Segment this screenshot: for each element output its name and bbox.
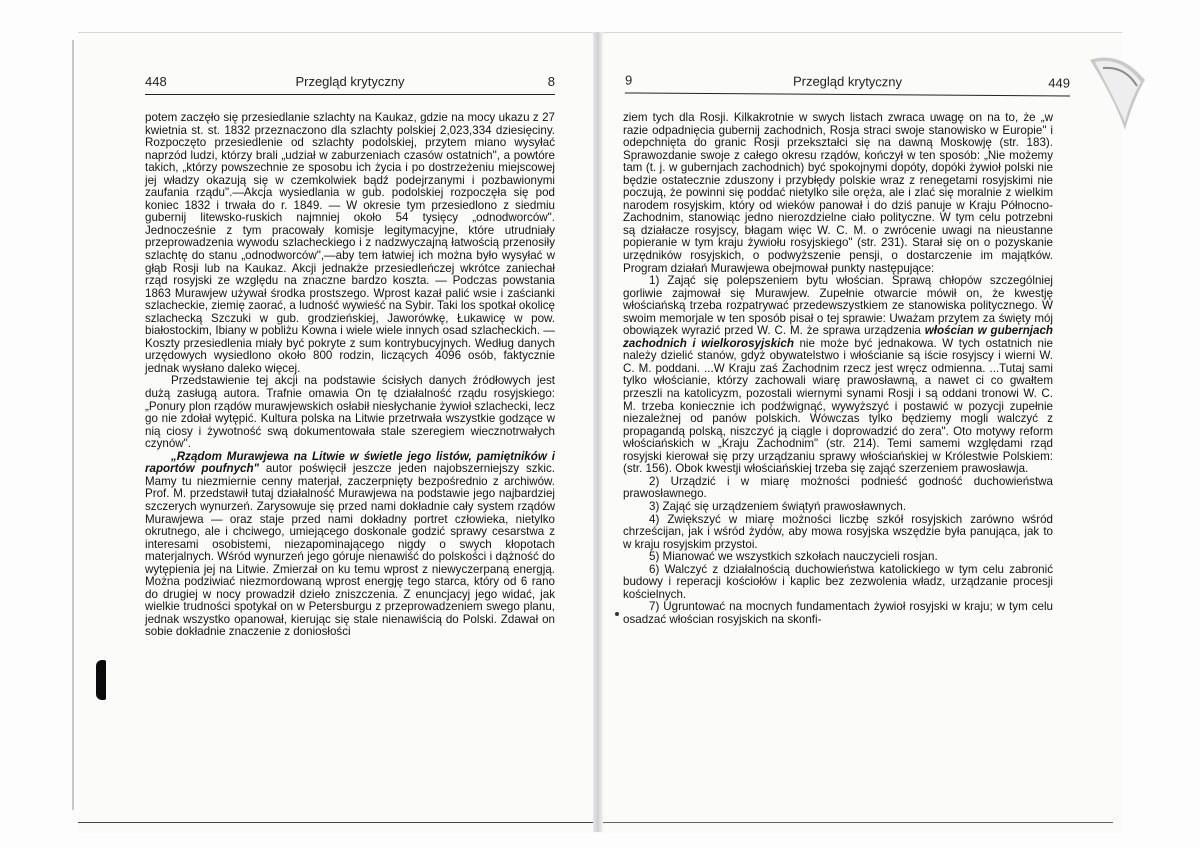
right-paragraph-2-emphasis: włościan w gubernjach zachodnich i wielkorosyjskich bbox=[623, 324, 1053, 350]
right-page-number: 449 bbox=[1048, 75, 1071, 91]
left-paragraph-3 bbox=[145, 451, 555, 639]
page-edge bbox=[72, 40, 74, 810]
left-running-title: Przegląd krytyczny bbox=[295, 74, 405, 89]
right-paragraph-2 bbox=[623, 275, 1053, 476]
left-page-number: 448 bbox=[145, 74, 167, 89]
right-body-text bbox=[623, 112, 1053, 626]
left-body-text bbox=[145, 112, 555, 639]
left-running-head bbox=[145, 74, 555, 95]
program-item: 4) Zwiększyć w miarę możności liczbę szkół rosyjskich zarówno wśród chrześcijan, jak i wśród żydów, aby mowa rosyjska wszędzie była panująca, jak to w kraju rosyjskim przystoi. bbox=[623, 512, 1053, 551]
left-paragraph-3-title: „Rządom Murawjewa na Litwie w świetle jego listów, pamiętników i raportów poufnych" bbox=[145, 449, 555, 476]
program-item: 2) Urządzić i w miarę możności podnieść godność duchowieństwa prawosławnego. bbox=[623, 474, 1053, 501]
program-item: 3) Zająć się urządzeniem świątyń prawosławnych. bbox=[649, 499, 907, 513]
program-item: 5) Mianować we wszystkich szkołach nauczycieli rosjan. bbox=[649, 550, 938, 564]
book-gutter bbox=[593, 32, 603, 832]
bottom-edge-left bbox=[78, 822, 593, 823]
right-running-title: Przegląd krytyczny bbox=[792, 73, 903, 90]
program-item: 7) Ugruntować na mocnych fundamentach żywioł rosyjski w kraju; w tym celu osadzać włościan rosyjskich na skonfi- bbox=[623, 600, 1053, 626]
right-running-head bbox=[625, 72, 1070, 96]
right-paragraph-1: ziem tych dla Rosji. Kilkakrotnie w swych listach zwraca uwagę on na to, że „w razie odpadnięcia gubernij zachodnich, Rosja straci swoje stanowisko w Europie" i odepchnięta do granic Rosji przekształci się na dawną Moskowję (str. 183). Sprawozdanie swoje z całego okresu rządów, kończył w ten sposób: „Nie możemy tam (t. j. w gubernjach zachodnich) być spokojnymi dopóty, dopóki żywioł polski nie będzie ostatecznie zduszony i przybłędy polskie wraz z renegetami rosyjskimi nie poczują, że powinni się poddać nietylko sile oręża, ale i zlać się moralnie z wielkim narodem rosyjskim, który od wieków panował i do dziś panuje w Kraju Północno-Zachodnim, stanowiąc jedno nierozdzielne ciało polityczne. W tym celu potrzebni są działacze rosyjscy, błagam więc W. C. M. o zwrócenie uwagi na nieustanne popieranie w tym kraju żywiołu rosyjskiego" (str. 231). Starał się on o pozyskanie urzędników rosyjskich, o podwyższenie pensji, o dostarczenie im majątków. Program działań Murawjewa obejmował punkty następujące: bbox=[623, 111, 1053, 275]
left-paragraph-2: Przedstawienie tej akcji na podstawie ścisłych danych źródłowych jest dużą zasługą autora. Trafnie omawia On tę działalność rządu rosyjskiego: „Ponury plon rządów murawjewskich osłabił niesłychanie żywioł szlachecki, lecz go nie zdołał wytępić. Kultura polska na Litwie przetrwała wszystkie godzące w nią ciosy i żywotność swą dokumentowała stale szeregiem wiecznotrwałych czynów". bbox=[145, 374, 555, 451]
page-curl-icon bbox=[1085, 40, 1155, 150]
left-section-number: 8 bbox=[547, 74, 555, 89]
margin-mark bbox=[615, 612, 619, 616]
binder-clip bbox=[96, 660, 106, 700]
right-paragraph-2-start: 1) Zająć się polepszeniem bytu włościan. Sprawą chłopów szczególniej gorliwie zajmował się Murawjew. Zupełnie otwarcie mówił on, że kwestję włościańską trzeba rozpatrywać przedewszystkiem ze stanowiska politycznego. W swoim memorjale w ten sposób pisał o tej sprawie: Uważam przytem za święty mój obowiązek wyrazić przed W. C. M. że sprawa urządzenia bbox=[623, 274, 1053, 338]
bottom-edge-right bbox=[603, 822, 1113, 823]
right-section-number: 9 bbox=[624, 72, 633, 88]
right-paragraph-2-end: nie może być jednakowa. W tych ostatnich nie należy dzielić stanów, gdyż obywatelstwo i włościanie są iście rosyjscy i wierni W. C. M. poddani. ...W Kraju zaś Zachodnim rzecz jest wręcz odmienna. ...Tutaj sami tylko włościanie, którzy zachowali wiarę prawosławną, a nawet ci co gwałtem przeszli na katolicyzm, pozostali wiernymi synami Rosji i są oddani tronowi W. C. M. trzeba koniecznie ich podźwignąć, wywyższyć i postawić w pozycji zupełnie niezależnej od panów polskich. Wówczas tylko będziemy mogli walczyć z propagandą polską, niszczyć ją ciągle i doprowadzić do zera". Oto motywy reform włościańskich w „Kraju Zachodnim" (str. 214). Temi samemi względami rząd rosyjski kierował się przy urządzaniu sprawy włościańskiej w Królestwie Polskiem: (str. 156). Obok kwestji włościańskiej trzeba się zająć szerzeniem prawosławja. bbox=[623, 336, 1054, 476]
program-item: 6) Walczyć z działalnością duchowieństwa katolickiego w tym celu zabronić budowy i reperacji kościołów i kaplic bez zezwolenia władz, urządzanie procesji kościelnych. bbox=[623, 562, 1053, 601]
left-paragraph-3-body: autor poświęcił jeszcze jeden najobszerniejszy szkic. Mamy tu niezmiernie cenny materjał, zaczerpnięty bezpośrednio z archiwów. Prof. M. przedstawił tutaj działalność Murawjewa na podstawie jego najbardziej szczerych wynurzeń. Zarysowuje się przed nami dokładnie cały system rządów Murawjewa — oraz staje przed nami dokładny portret człowieka, nietylko okrutnego, ale i chciwego, umiejącego doskonale godzić sprawy cesarstwa z interesami osobistemi, niezapominającego nigdy o swych kłopotach materjalnych. Wśród wynurzeń jego góruje nienawiść do polskości i dążność do wytępienia jej na Litwie. Zmierzał on ku temu wprost z niewyczerpaną energją. Można podziwiać niezmordowaną wprost energję tego starca, który od 6 rano do drugiej w nocy prowadził dzieło zniszczenia. Z enuncjacyj jego widać, jak wielkie trudności spotykał on w Petersburgu z przeprowadzeniem swego planu, jednak wszystko opanował, kierując się stale nienawiścią do Polski. Zdawał on sobie dokładnie znaczenie z doniosłości bbox=[145, 462, 555, 639]
left-paragraph-1: potem zaczęło się przesiedlanie szlachty na Kaukaz, gdzie na mocy ukazu z 27 kwietnia st. st. 1832 przeznaczono dla szlachty polskiej 2,023,334 dziesięciny. Rozpoczęto przesiedlenie od szlachty podolskiej, przytem miano wysyłać naprzód ludzi, którzy brali „udział w zaburzeniach czasów ostatnich", a powtóre takich, „którzy powszechnie ze sposobu ich życia i po dostrzeżeniu miejscowej jej władzy okazują się w czemkolwiek bądź podejrzanymi i pozbawionymi zaufania rządu".—Akcja wysiedlania w gub. podolskiej rozpoczęła się pod koniec 1832 i trwała do r. 1849. — W okresie tym przesiedlono z siedmiu gubernij litewsko-ruskich najmniej około 54 tysięcy „odnodworców". Jednocześnie z tym pracowały komisje legitymacyjne, które utrudniały przeprowadzenia wywodu szlacheckiego i z nadzwyczajną łatwością przenosiły szlachtę do stanu „odnodworców",—aby tem łatwiej ich można było wysyłać w głąb Rosji lub na Kaukaz. Akcji jednakże przesiedleńczej wkrótce zaniechał rząd rosyjski ze względu na znaczne bardzo koszta. — Podczas powstania 1863 Murawjew używał środka prostszego. Wprost kazał palić wsie i zaścianki szlacheckie, ziemię zaorać, a ludność wywieść na Sybir. Taki los spotkał okolicę szlachecką Szczuki w gub. grodzieńskiej, Jaworówkę, Łukawicę w pow. białostockim, Ibiany w pobliżu Kowna i wiele wiele innych osad szlacheckich. — Koszty przesiedlenia miały być pokryte z sum kontrybucyjnych. Według danych urzędowych wysiedlono około 800 rodzin, liczących 4096 osób, faktycznie jednak wysłano daleko więcej. bbox=[145, 111, 555, 375]
